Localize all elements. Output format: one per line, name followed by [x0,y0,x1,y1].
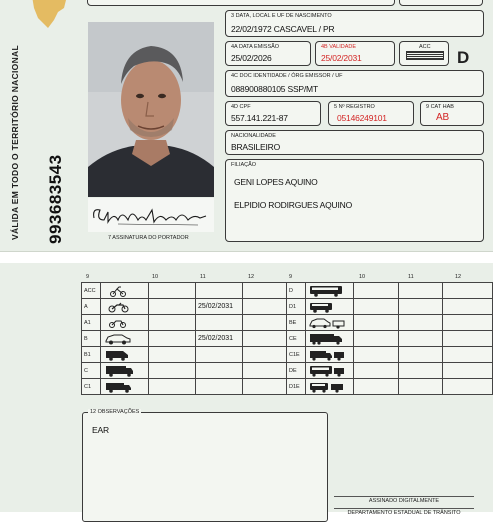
category-code: CE [287,331,306,347]
department-text: DEPARTAMENTO ESTADUAL DE TRÂNSITO [334,508,474,516]
valid-nationwide-text: VÁLIDA EM TODO O TERRITÓRIO NACIONAL [10,45,20,240]
empty-cell [398,315,443,331]
empty-cell [196,379,243,395]
empty-cell [353,299,398,315]
col-header: 10 [359,274,366,280]
table-row [82,363,295,379]
date-cell [149,347,196,363]
category-code: A [82,299,101,315]
category-letter: D [457,48,470,67]
first-license-field-partial [399,0,483,6]
empty-cell [149,299,196,315]
empty-cell [443,363,493,379]
table-row [82,379,295,395]
category-code: D1 [287,299,306,315]
empty-cell [196,283,243,299]
validity-value: 25/02/2031 [321,53,362,63]
truck-icon [101,363,149,379]
empty-cell [443,347,493,363]
empty-cell [353,363,398,379]
empty-cell [443,283,493,299]
empty-cell [196,315,243,331]
parent2-value: ELPIDIO RODIRGUES AQUINO [234,200,353,210]
nationality-field [225,130,484,155]
category-code: C1 [82,379,101,395]
empty-cell [196,347,243,363]
car-icon [101,331,149,347]
category-code: DE [287,363,306,379]
license-front [0,0,493,252]
birth-field [225,10,484,37]
empty-cell [353,347,398,363]
acc-barcode [406,51,444,60]
table-row [82,347,295,363]
signature-area [88,198,214,232]
date-cell [149,283,196,299]
category-code: ACC [82,283,101,299]
empty-cell [443,299,493,315]
van-icon [101,347,149,363]
empty-cell [398,347,443,363]
observations-value: EAR [92,425,109,435]
empty-cell [398,331,443,347]
small-truck-icon [101,379,149,395]
date-cell: 25/02/2031 [196,299,243,315]
table-row [287,299,493,315]
category-field [420,101,484,126]
col-header: 12 [248,274,255,280]
id-document-label: 4C DOC IDENTIDADE / ÓRG EMISSOR / UF [231,73,343,79]
empty-cell [398,299,443,315]
issue-date-label: 4A DATA EMISSÃO [231,44,280,50]
table-row [287,347,493,363]
date-cell [149,379,196,395]
registration-value: 05146249101 [337,113,387,123]
col-header: 10 [152,274,159,280]
signature-image [88,198,214,232]
digital-signature-text: ASSINADO DIGITALMENTE [334,496,474,504]
table-row [287,283,493,299]
table-row [82,283,295,299]
small-motorcycle-icon [101,315,149,331]
motorcycle-icon [101,299,149,315]
cpf-value: 557.141.221-87 [231,113,288,123]
category-code: A1 [82,315,101,331]
nationality-value: BRASILEIRO [231,142,281,152]
birth-label: 3 DATA, LOCAL E UF DE NASCIMENTO [231,13,332,19]
minibus-icon [305,299,353,315]
col-header: 12 [455,274,462,280]
filiation-field [225,159,484,242]
date-cell: 25/02/2031 [196,331,243,347]
col-header: 9 [86,274,90,280]
bus-icon [305,283,353,299]
minibus-trailer-icon [305,379,353,395]
table-row [82,331,295,347]
empty-cell [443,379,493,395]
category-code: B1 [82,347,101,363]
category-code: D [287,283,306,299]
bus-trailer-icon [305,363,353,379]
table-row [287,315,493,331]
category-code: C [82,363,101,379]
table-row [82,299,295,315]
category-code: B [82,331,101,347]
date-cell [149,363,196,379]
category-value: AB [436,112,449,123]
category-code: D1E [287,379,306,395]
document-number: 993683543 [46,154,65,244]
signature-label: 7 ASSINATURA DO PORTADOR [108,235,189,241]
category-table-left [81,282,295,395]
portrait-image [88,22,214,197]
empty-cell [398,283,443,299]
empty-cell [353,379,398,395]
cpf-label: 4D CPF [231,104,251,110]
table-row [82,315,295,331]
table-row [287,363,493,379]
category-code: C1E [287,347,306,363]
empty-cell [353,315,398,331]
filiation-label: FILIAÇÃO [231,162,257,168]
col-header: 11 [200,274,206,280]
registration-field [328,101,414,126]
table-row [287,331,493,347]
empty-cell [149,331,196,347]
issue-date-field [225,41,311,66]
table-row [287,379,493,395]
observations-label: 12 OBSERVAÇÕES [90,409,140,415]
small-truck-trailer-icon [305,347,353,363]
name-field-partial [87,0,395,6]
holder-photo [88,22,214,197]
acc-label: ACC [419,44,431,50]
nationality-label: NACIONALIDADE [231,133,276,139]
empty-cell [353,283,398,299]
category-label: 9 CAT HAB [426,104,454,110]
empty-cell [398,363,443,379]
validity-label: 4B VALIDADE [321,44,357,50]
acc-field [399,41,449,66]
date-cell [149,315,196,331]
validity-field [315,41,395,66]
empty-cell [443,331,493,347]
parent1-value: GENI LOPES AQUINO [234,177,318,187]
empty-cell [443,315,493,331]
brazil-map-icon [28,0,68,32]
issue-date-value: 25/02/2026 [231,53,272,63]
observations-box [82,409,328,522]
empty-cell [353,331,398,347]
cpf-field [225,101,321,126]
empty-cell [196,363,243,379]
id-document-field [225,70,484,97]
category-table-right [286,282,493,395]
empty-cell [398,379,443,395]
id-document-value: 088900880105 SSP/MT [231,84,318,94]
category-code: BE [287,315,306,331]
birth-value: 22/02/1972 CASCAVEL / PR [231,24,335,34]
car-trailer-icon [305,315,353,331]
registration-label: 5 Nº REGISTRO [334,104,375,110]
col-header: 11 [408,274,414,280]
scooter-icon [101,283,149,299]
col-header: 9 [289,274,293,280]
truck-trailer-icon [305,331,353,347]
